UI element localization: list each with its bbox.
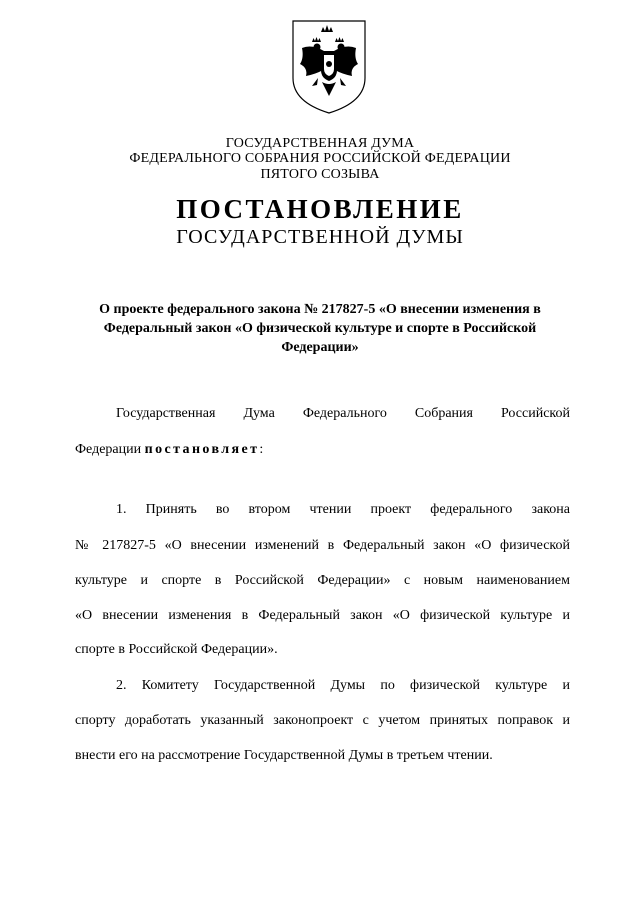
preamble-federation: Федерации	[75, 442, 145, 457]
item2-line-3: внести его на рассмотрение Государственной Думы в третьем чтении.	[75, 748, 493, 763]
preamble-decrees: постановляет	[144, 442, 260, 457]
header-line-2: ФЕДЕРАЛЬНОГО СОБРАНИЯ РОССИЙСКОЙ ФЕДЕРАЦИИ	[129, 151, 511, 166]
document-subject	[80, 300, 560, 357]
header-line-1: ГОСУДАРСТВЕННАЯ ДУМА	[225, 136, 415, 151]
coat-of-arms-icon	[290, 18, 368, 116]
preamble-line-2	[75, 441, 263, 458]
subject-line-2: Федеральный закон «О физической культуре и спорте в Российской	[103, 321, 537, 336]
item2-line-1: 2. Комитету Государственной Думы по физической культуре и	[116, 678, 570, 693]
header-line-3: ПЯТОГО СОЗЫВА	[260, 167, 380, 182]
subject-line-3: Федерации»	[281, 340, 359, 355]
document-title: ПОСТАНОВЛЕНИЕ	[176, 194, 464, 224]
item1-line-2: № 217827-5 «О внесении изменений в Федеральный закон «О физической	[75, 538, 570, 553]
subject-line-1: О проекте федерального закона № 217827-5 «О внесении изменения в	[99, 302, 541, 317]
item1-line-3: культуре и спорте в Российской Федерации» с новым наименованием	[75, 573, 570, 588]
item2-line-2: спорту доработать указанный законопроект с учетом принятых поправок и	[75, 713, 570, 728]
document-subtitle: ГОСУДАРСТВЕННОЙ ДУМЫ	[176, 226, 464, 248]
item1-line-5: спорте в Российской Федерации».	[75, 642, 278, 657]
preamble-line-1: Государственная Дума Федерального Собрания Российской	[116, 406, 570, 421]
item1-line-1: 1. Принять во втором чтении проект федерального закона	[116, 502, 570, 517]
item1-line-4: «О внесении изменения в Федеральный закон «О физической культуре и	[75, 608, 570, 623]
preamble-colon: :	[259, 442, 264, 457]
